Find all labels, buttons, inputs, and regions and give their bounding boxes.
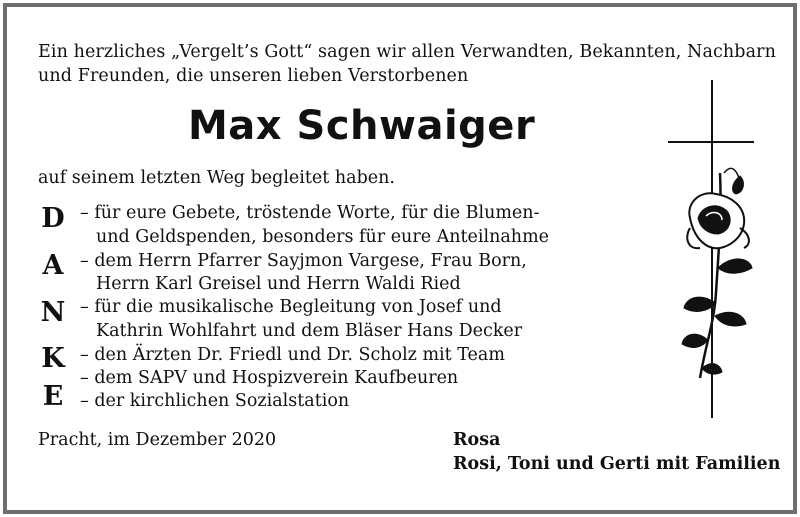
thanks-line: – dem Herrn Pfarrer Sayjmon Vargese, Frau Born, [80,251,527,271]
place-date: Pracht, im Dezember 2020 [38,430,277,450]
intro-line: Ein herzliches „Vergelt’s Gott“ sagen wir allen Verwandten, Bekannten, Nachbarn [38,42,776,62]
danke-letter: D [41,203,65,234]
thanks-line: – für eure Gebete, tröstende Worte, für die Blumen- [80,203,540,223]
intro-line: und Freunden, die unseren lieben Verstorbenen [38,66,469,86]
rose-icon [682,168,752,378]
escort-text: auf seinem letzten Weg begleitet haben. [38,168,395,188]
cross-rose-decoration [660,78,770,423]
danke-letter: N [40,297,66,328]
thanks-line: und Geldspenden, besonders für eure Anteilnahme [96,227,550,247]
thanks-line: – den Ärzten Dr. Friedl und Dr. Scholz mit Team [80,345,505,365]
thanks-line: Kathrin Wohlfahrt und dem Bläser Hans Decker [96,321,523,341]
thanks-line: – der kirchlichen Sozialstation [80,391,350,411]
signature-line: Rosa [453,430,501,450]
deceased-name: Max Schwaiger [188,103,536,149]
danke-letter: A [42,250,64,281]
danke-letter: K [41,343,65,374]
thanks-line: – dem SAPV und Hospizverein Kaufbeuren [80,368,459,388]
thanks-line: – für die musikalische Begleitung von Josef und [80,297,502,317]
danke-letter: E [42,381,64,412]
thanks-line: Herrn Karl Greisel und Herrn Waldi Ried [96,274,461,294]
signature-line: Rosi, Toni und Gerti mit Familien [453,454,781,474]
